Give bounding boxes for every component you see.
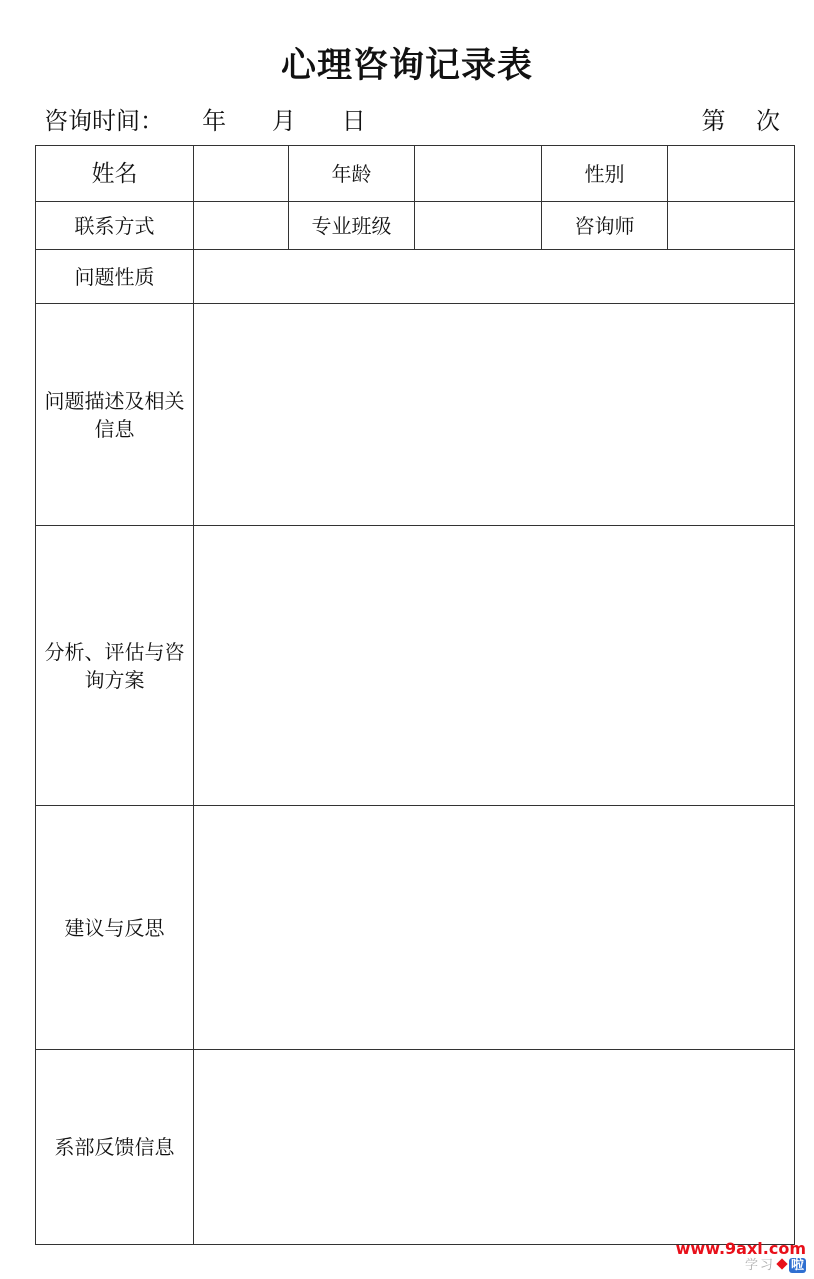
age-label: 年龄 [289, 146, 415, 202]
feedback-label: 系部反馈信息 [36, 1050, 194, 1245]
issue-type-field[interactable] [194, 250, 795, 304]
watermark-url: www.9axl.com [675, 1239, 806, 1258]
issue-type-label: 问题性质 [36, 250, 194, 304]
name-field[interactable] [194, 146, 289, 202]
class-field[interactable] [415, 202, 542, 250]
issue-desc-label-cell [36, 304, 194, 526]
analysis-label: 分析、评估与咨询方案 [44, 639, 185, 692]
contact-field[interactable] [194, 202, 289, 250]
issue-desc-field[interactable] [194, 304, 795, 526]
age-field[interactable] [415, 146, 542, 202]
page-title: 心理咨询记录表 [280, 46, 533, 86]
advice-label: 建议与反思 [36, 806, 194, 1050]
consultation-date: 咨询时间： 年 月 日 [44, 107, 366, 135]
contact-label: 联系方式 [36, 202, 194, 250]
name-label: 姓名 [36, 146, 194, 202]
analysis-label-cell [36, 526, 194, 806]
class-label: 专业班级 [289, 202, 415, 250]
gender-field[interactable] [668, 146, 795, 202]
watermark-logo [676, 1258, 806, 1273]
analysis-field[interactable] [194, 526, 795, 806]
counselor-label: 咨询师 [542, 202, 668, 250]
site-watermark [676, 1240, 806, 1273]
watermark-badge: 啦 [790, 1258, 804, 1273]
diamond-icon [776, 1258, 787, 1269]
watermark-brand: 学习 [744, 1258, 775, 1273]
advice-field[interactable] [194, 806, 795, 1050]
session-number: 第 次 [701, 107, 780, 135]
issue-desc-label: 问题描述及相关信息 [44, 388, 185, 441]
feedback-field[interactable] [194, 1050, 795, 1245]
record-form [35, 145, 795, 1245]
counselor-field[interactable] [668, 202, 795, 250]
gender-label: 性别 [542, 146, 668, 202]
